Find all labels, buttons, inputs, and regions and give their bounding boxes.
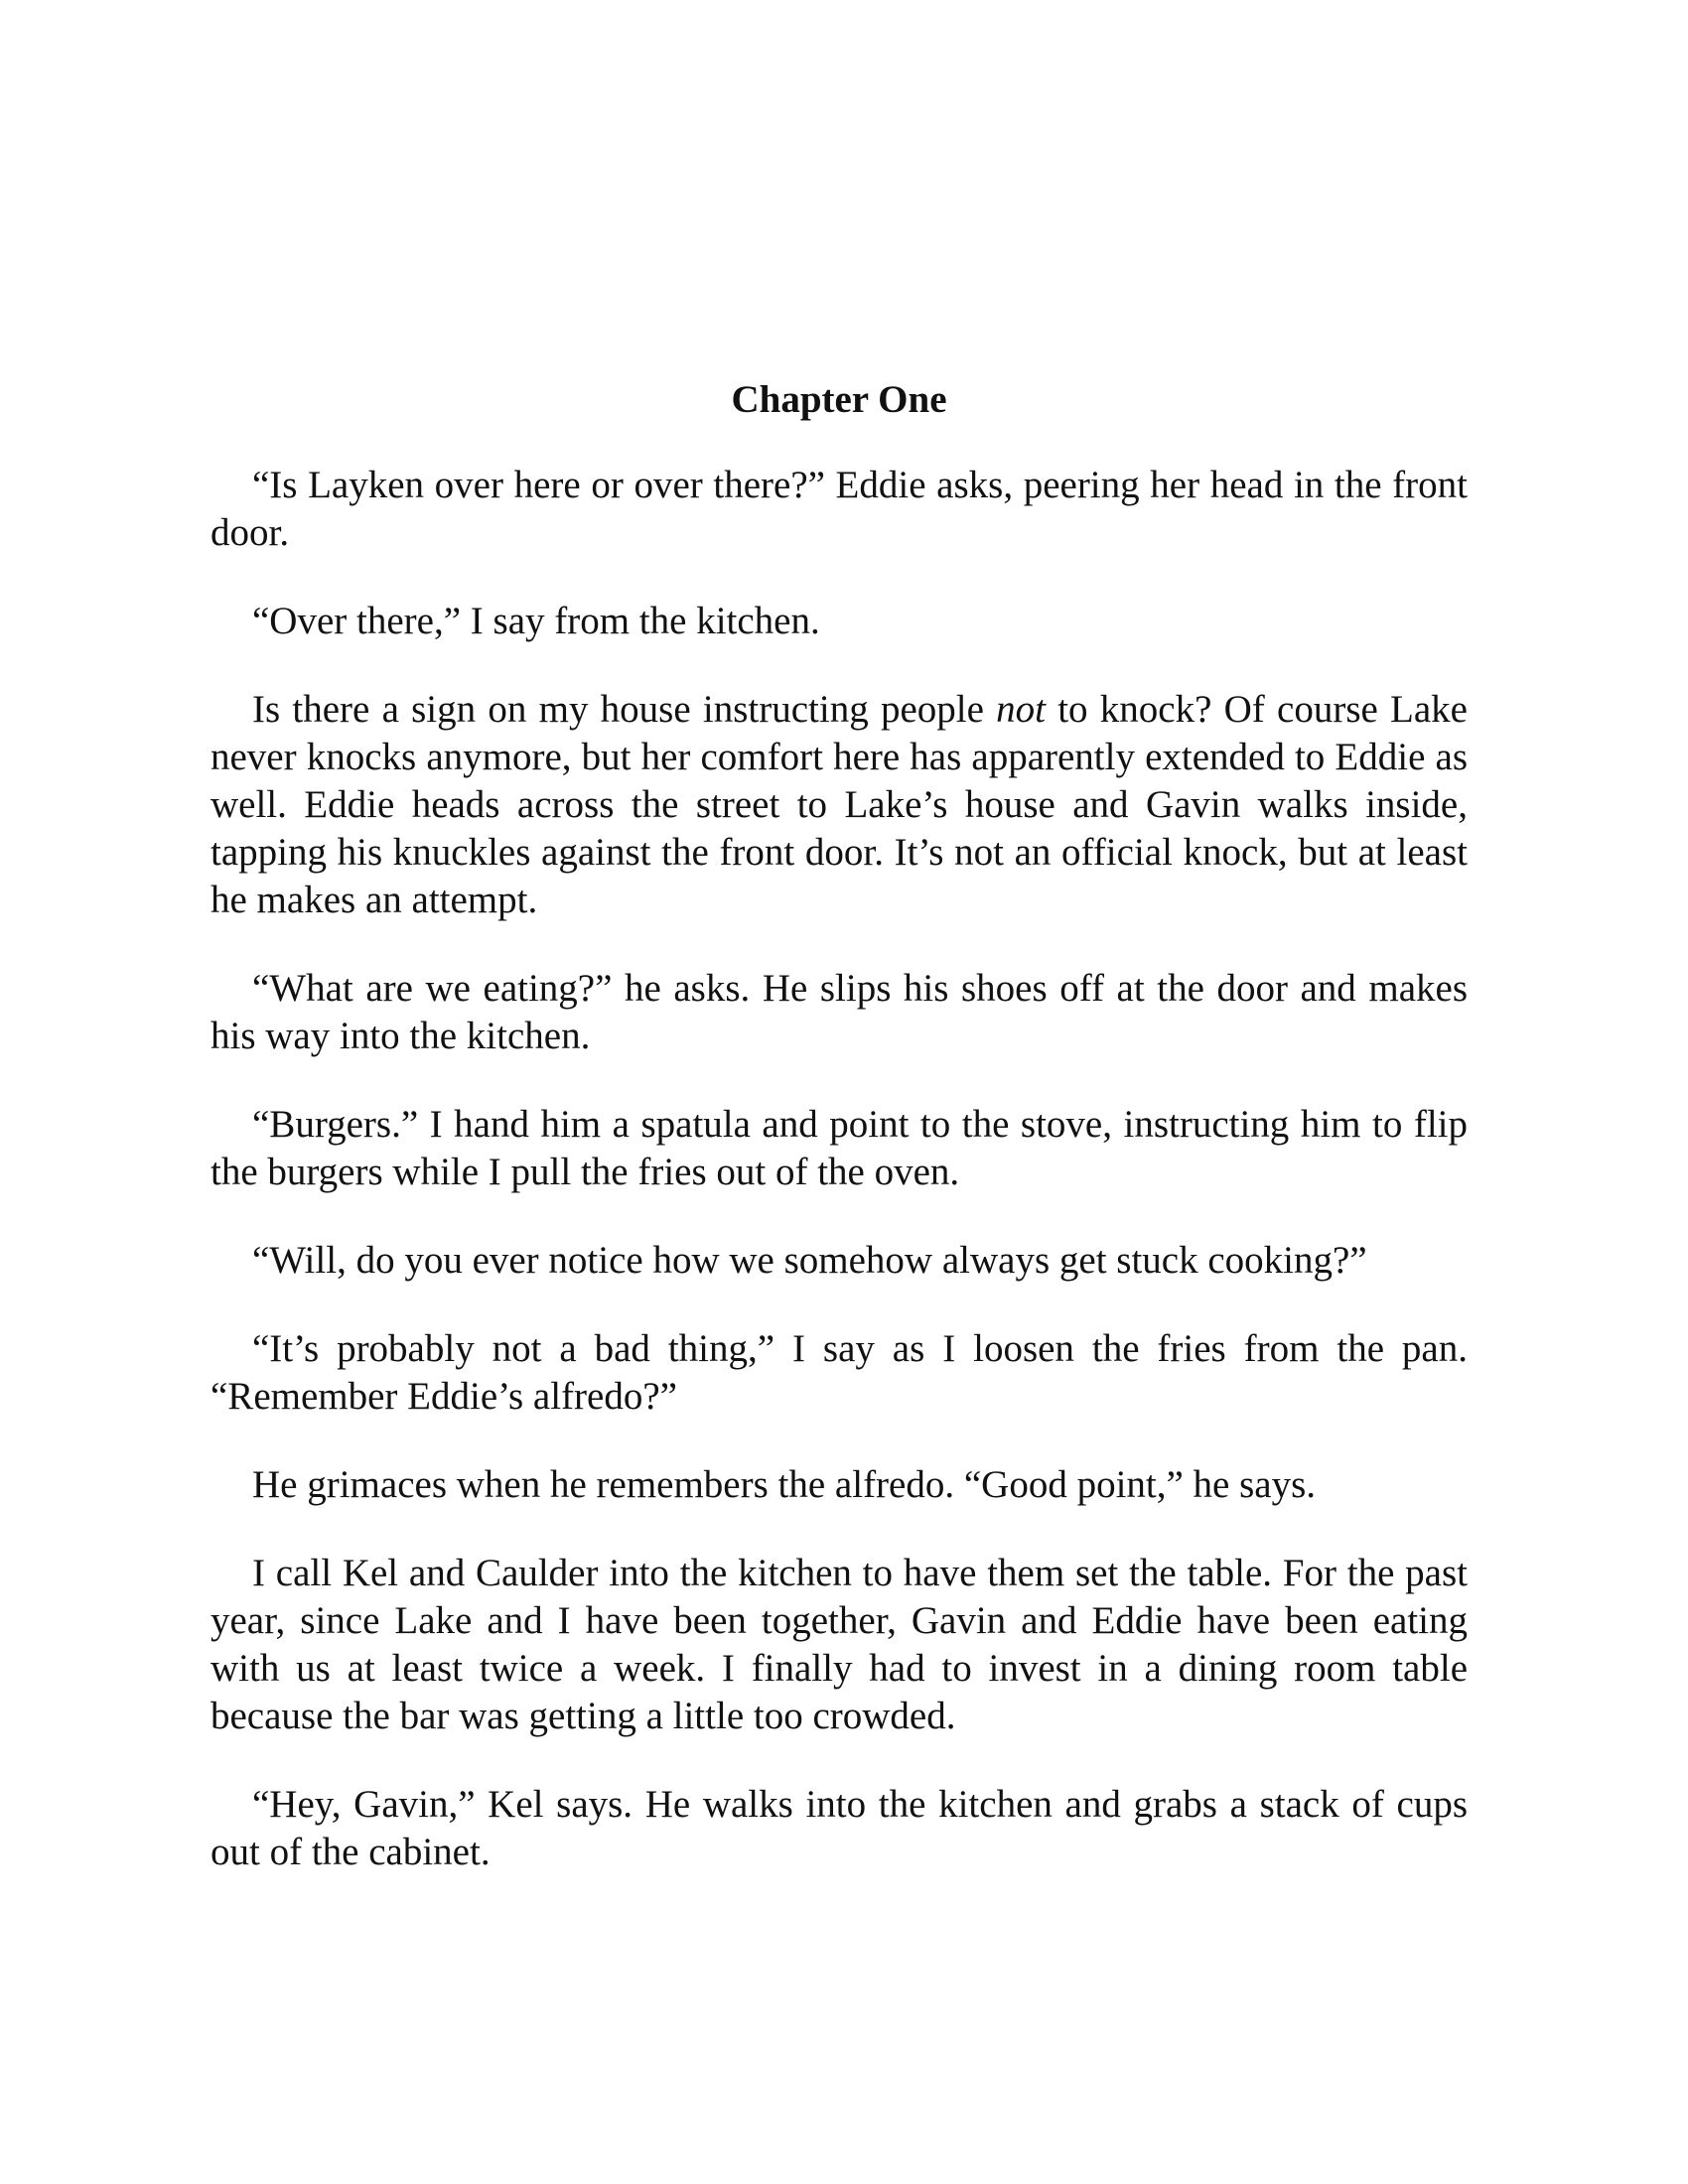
paragraph: “It’s probably not a bad thing,” I say as I loosen the fries from the pan. “Remember Eddie’s alfredo?” (211, 1326, 1468, 1418)
paragraph: “Over there,” I say from the kitchen. (252, 599, 820, 642)
paragraph-text: to knock? Of course Lake never knocks anymore, but her comfort here has apparently extended to Eddie as well. Eddie heads across the street to Lake’s house and Gavin walks inside, tapping his knuckles against the front door. It’s not an official knock, but at least he makes an attempt. (211, 687, 1468, 921)
paragraph-emphasis: not (996, 687, 1046, 731)
paragraph: “Is Layken over here or over there?” Eddie asks, peering her head in the front door. (211, 463, 1468, 554)
paragraph (211, 686, 1468, 924)
chapter-title: Chapter One (731, 378, 947, 421)
paragraph: I call Kel and Caulder into the kitchen to have them set the table. For the past year, since Lake and I have been together, Gavin and Eddie have been eating with us at least twice a week. I finally had to invest in a dining room table because the bar was getting a little too crowded. (211, 1551, 1468, 1737)
paragraph-text: Is there a sign on my house instructing people (252, 687, 997, 731)
paragraph: “What are we eating?” he asks. He slips his shoes off at the door and makes his way into the kitchen. (211, 966, 1468, 1057)
paragraph: He grimaces when he remembers the alfredo. “Good point,” he says. (252, 1462, 1317, 1506)
paragraph: “Burgers.” I hand him a spatula and point to the stove, instructing him to flip the burgers while I pull the fries out of the oven. (211, 1102, 1468, 1193)
page-content (211, 377, 1468, 1917)
paragraph: “Will, do you ever notice how we somehow always get stuck cooking?” (252, 1238, 1367, 1282)
paragraph: “Hey, Gavin,” Kel says. He walks into the kitchen and grabs a stack of cups out of the cabinet. (211, 1782, 1468, 1873)
